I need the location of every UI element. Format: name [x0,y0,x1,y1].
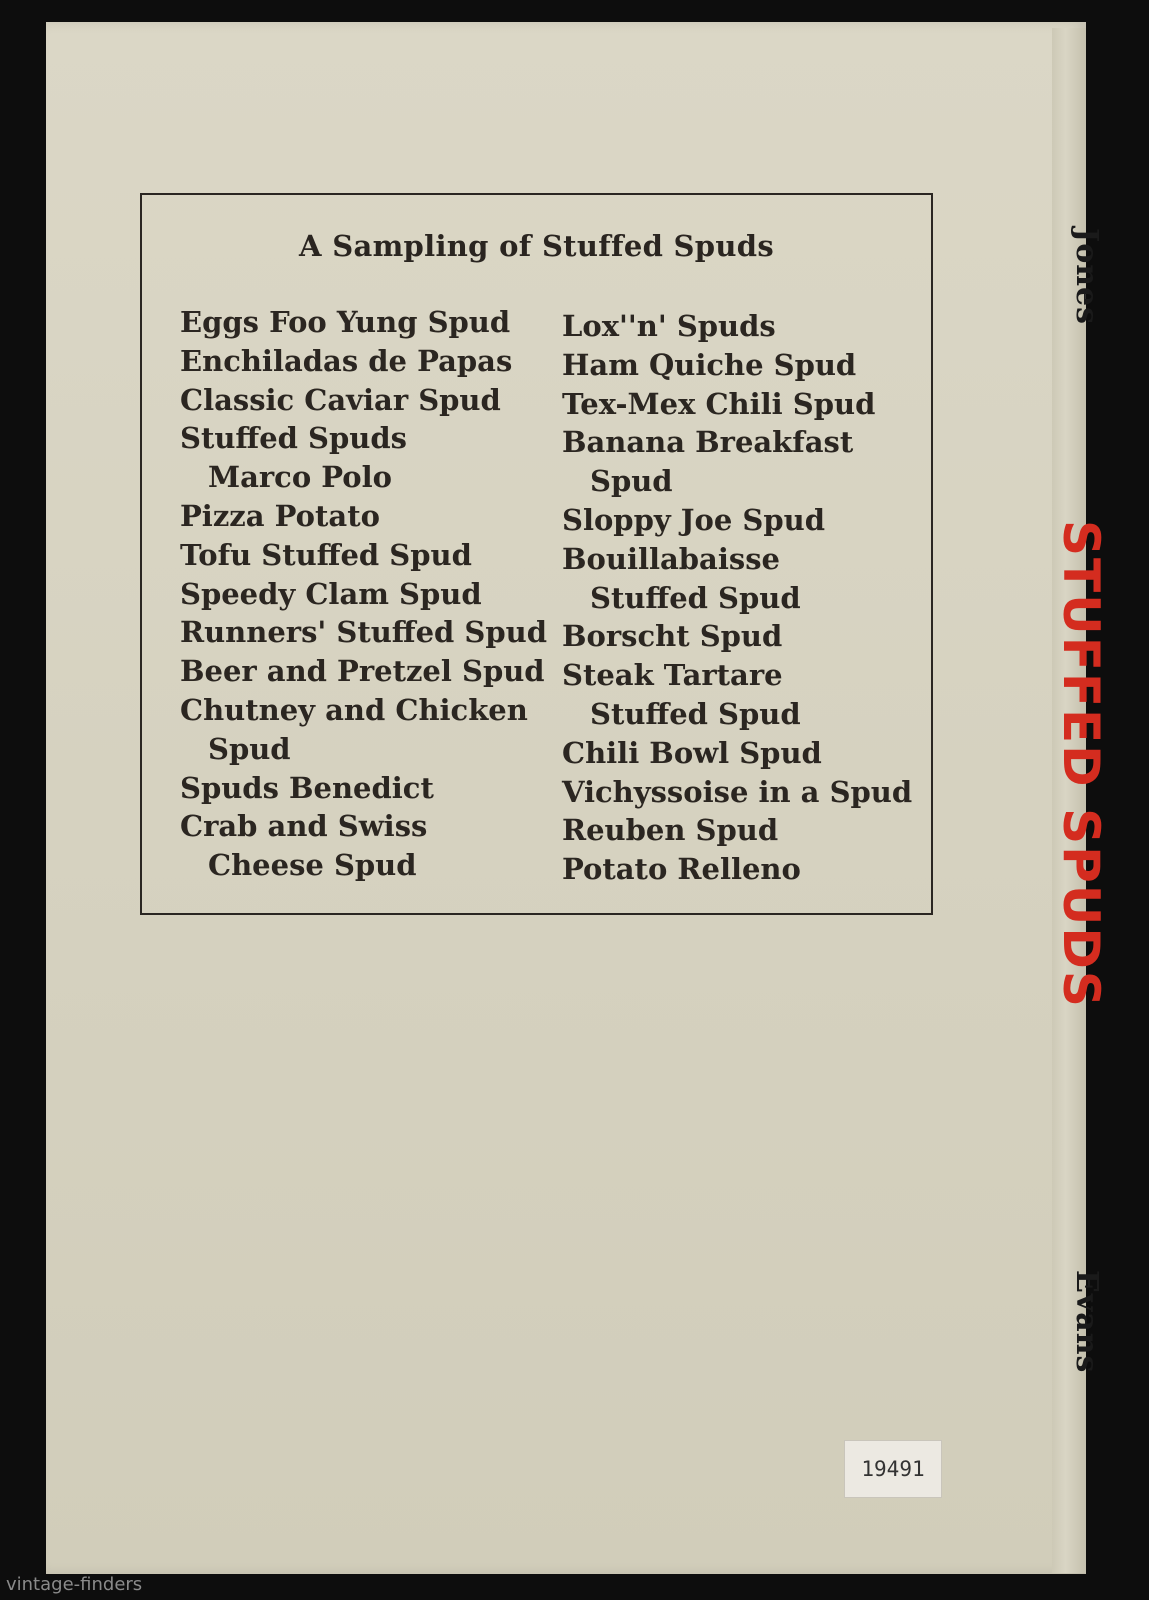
recipe-list-item: Steak Tartare [562,658,783,693]
recipe-list-item: Enchiladas de Papas [180,343,513,378]
recipe-list-item: Marco Polo [208,460,392,495]
recipe-list-left [180,303,547,885]
box-heading: A Sampling of Stuffed Spuds [299,229,774,263]
recipe-list-item: Classic Caviar Spud [180,382,501,417]
recipe-list-item: Tex-Mex Chili Spud [562,386,876,421]
recipe-list-item: Borscht Spud [562,619,783,654]
recipe-list-item: Pizza Potato [180,498,380,533]
recipe-list-item: Stuffed Spud [590,580,801,615]
recipe-list-item: Stuffed Spuds [180,421,407,456]
recipe-list-item: Bouillabaisse [562,541,780,576]
recipe-list-item: Eggs Foo Yung Spud [180,305,511,339]
recipe-list-item: Cheese Spud [208,848,417,883]
spine-title: STUFFED SPUDS [1052,520,1110,1009]
recipe-list-item: Beer and Pretzel Spud [180,654,545,689]
recipe-list-item: Ham Quiche Spud [562,347,857,382]
recipe-list-item: Chutney and Chicken [180,692,528,727]
recipe-list-item: Lox''n' Spuds [562,309,776,343]
recipe-list-item: Potato Relleno [562,852,801,887]
recipe-list-item: Tofu Stuffed Spud [180,537,472,572]
recipe-list-item: Vichyssoise in a Spud [562,774,913,809]
recipe-list-item: Runners' Stuffed Spud [180,615,548,650]
recipe-list-item: Crab and Swiss [180,809,428,844]
recipe-list-item: Spud [208,731,291,766]
recipe-list-item: Stuffed Spud [590,696,801,731]
price-sticker: 19491 [844,1440,942,1498]
recipe-list-right [562,307,912,889]
watermark: vintage-finders [6,1574,143,1595]
recipe-list-item: Banana Breakfast [562,425,854,460]
recipe-sampling-box [140,193,933,915]
recipe-list-item: Spud [590,464,673,499]
spine-author-bottom: Evans [1069,1270,1104,1374]
recipe-list-item: Spuds Benedict [180,770,434,805]
recipe-list-item: Chili Bowl Spud [562,735,822,770]
spine-author-top: Jones [1069,228,1104,325]
recipe-list-item: Sloppy Joe Spud [562,502,825,537]
recipe-list-item: Reuben Spud [562,813,779,848]
recipe-list-item: Speedy Clam Spud [180,576,482,611]
